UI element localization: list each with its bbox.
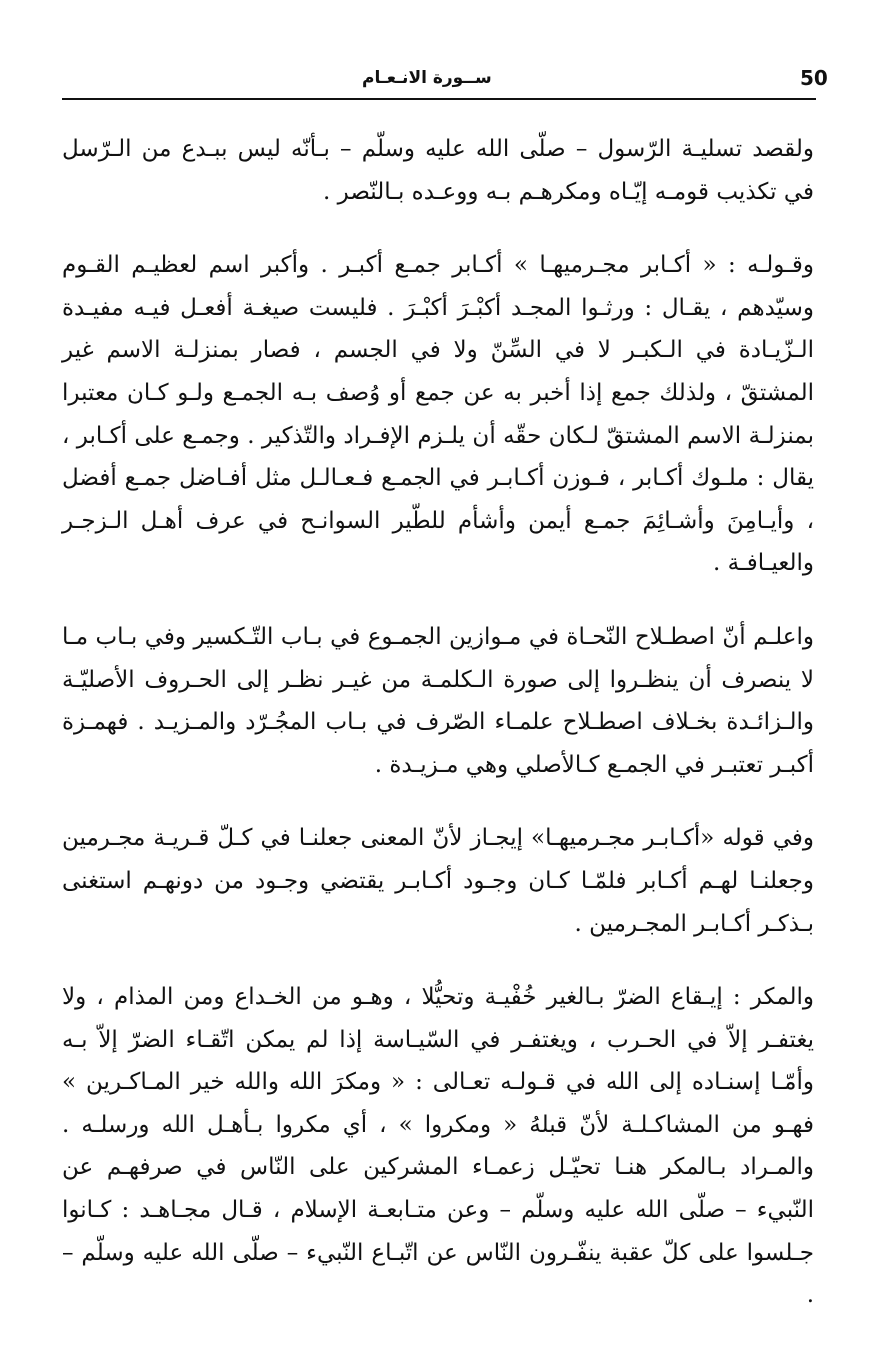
header-rule xyxy=(62,98,816,100)
paragraph-brevity: وفي قوله «أكـابـر مجـرميهـا» إيجـاز لأنّ المعنى جعلنـا في كـلّ قـريـة مجـرمين وجعلنـا لهـم أكـابر فلمّـا كـان وجـود أكـابـر يقتضي وجـود من دونهـم استغنى بـذكـر أكـابـر المجـرمين . xyxy=(62,825,814,937)
body-text xyxy=(62,128,814,1317)
running-head: ســورة الانـعـام xyxy=(362,68,492,88)
paragraph-akabir: وقـولـه : « أكـابر مجـرميهـا » أكـابر جمـع أكبـر . وأكبر اسم لعظيـم القـوم وسيّدهم ، يقـال : ورثـوا المجـد أكبْـرَ أكبْـرَ . فليست صيغـة أفعـل فيـه مفيـدة الـزّيـادة في الـكبـر لا في السِّنّ ولا في الجسم ، فصار بمنزلـة الاسم غير المشتقّ ، ولذلك جمع إذا أخبر به عن جمع أو وُصف بـه الجمـع ولـو كـان معتبرا بمنزلـة الاسم المشتقّ لـكان حقّه أن يلـزم الإفـراد والتّذكير . وجمـع على أكـابر ، يقال : ملـوك أكـابر ، فـوزن أكـابـر في الجمـع فـعـالـل مثل أفـاضل جمـع أفضل ، وأيـامِنَ وأشـائِمَ جمـع أيمن وأشأم للطّير السوانـح في عرف أهـل الـزجـر والعيـافـة . xyxy=(62,252,814,577)
page-number: 50 xyxy=(800,66,828,90)
paragraph-consolation: ولقصد تسليـة الرّسول – صلّى الله عليه وسلّم – بـأنّه ليس ببـدع من الـرّسل في تكذيب قومـه إيّـاه ومكرهـم بـه ووعـده بـالنّصر . xyxy=(62,136,814,205)
page-header xyxy=(62,62,828,102)
paragraph-makr: والمكر : إيـقاع الضرّ بـالغير خُفْيـة وتحيُّلا ، وهـو من الخـداع ومن المذام ، ولا يغتفـر إلاّ في الحـرب ، ويغتفـر في السّيـاسة إذا لم يمكن اتّقـاء الضرّ إلاّ بـه وأمّـا إسنـاده إلى الله في قـولـه تعـالى : « ومكرَ الله والله خير المـاكـرين » فهـو من المشاكـلـة لأنّ قبلهُ « ومكروا » ، أي مكروا بـأهـل الله ورسلـه . والمـراد بـالمكر هنـا تحيّـل زعمـاء المشركين على النّاس في صرفهـم عن النّبيء – صلّى الله عليه وسلّم – وعن متـابعـة الإسلام ، قـال مجـاهـد : كـانوا جـلسوا على كلّ عقبة ينفّـرون النّاس عن اتّبـاع النّبيء – صلّى الله عليه وسلّم – . xyxy=(62,984,814,1309)
paragraph-grammar-convention: واعلـم أنّ اصطـلاح النّحـاة في مـوازين الجمـوع في بـاب التّـكسير وفي بـاب مـا لا ينصرف أن ينظـروا إلى صورة الـكلمـة من غيـر نظـر إلى الحـروف الأصليّـة والـزائـدة بخـلاف اصطـلاح علمـاء الصّرف في بـاب المجُـرّد والمـزيـد . فهمـزة أكبـر تعتبـر في الجمـع كـالأصلي وهي مـزيـدة . xyxy=(62,623,814,778)
